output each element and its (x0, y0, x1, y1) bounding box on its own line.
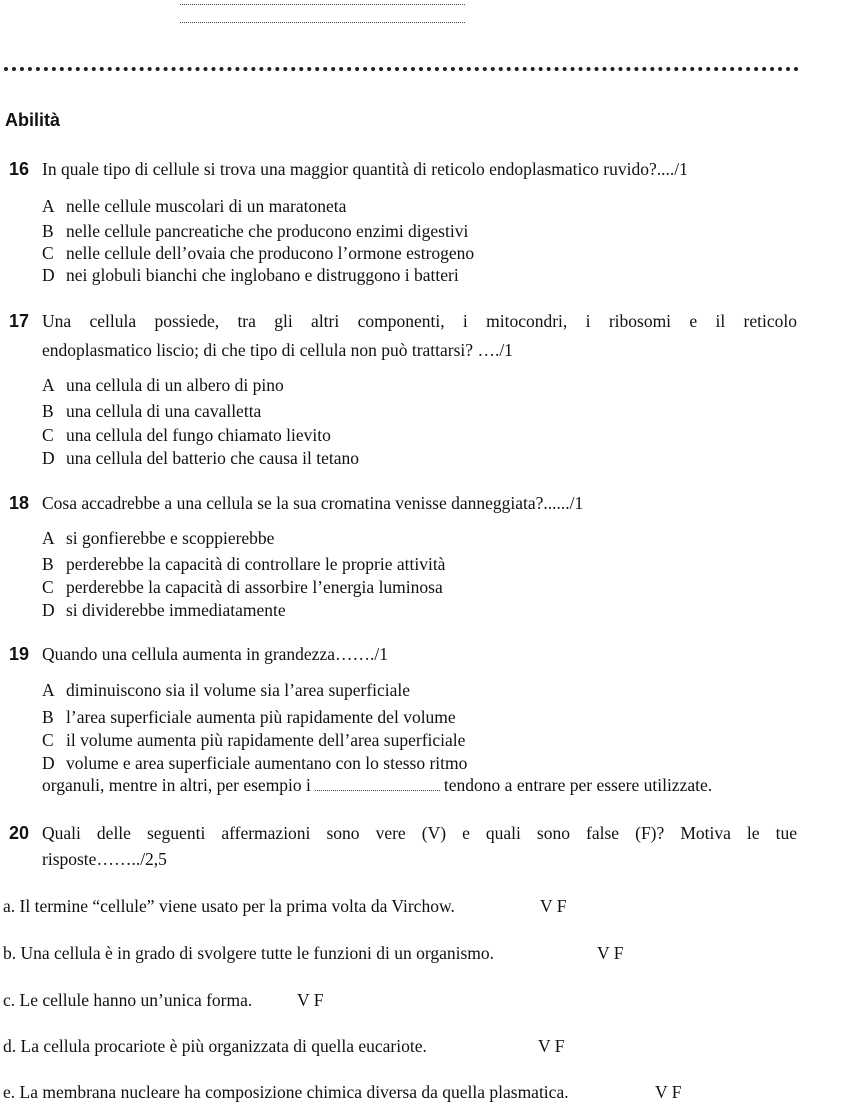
question-text-line-2: endoplasmatico liscio; di che tipo di cellula non può trattarsi? …./1 (42, 340, 513, 360)
option-b[interactable]: B una cellula di una cavalletta (42, 401, 262, 421)
option-c[interactable]: C il volume aumenta più rapidamente dell’area superficiale (42, 730, 466, 750)
question-number: 17 (9, 311, 30, 331)
question-text: Quando una cellula aumenta in grandezza……./1 (42, 644, 388, 664)
vf-choice-e[interactable]: V F (655, 1082, 682, 1102)
question-text: In quale tipo di cellule si trova una maggior quantità di reticolo endoplasmatico ruvido?..../1 (42, 159, 688, 179)
option-a[interactable]: A una cellula di un albero di pino (42, 375, 284, 395)
overlap-text-line: organuli, mentre in altri, per esempio i tendono a entrare per essere utilizzate. (42, 775, 713, 795)
section-title: Abilità (5, 110, 61, 130)
statement-e: e. La membrana nucleare ha composizione chimica diversa da quella plasmatica. (3, 1082, 569, 1102)
vf-choice-b[interactable]: V F (597, 943, 624, 963)
question-text-line-1: Quali delle seguenti affermazioni sono vere (V) e quali sono false (F)? Motiva le tue (42, 823, 797, 843)
option-a[interactable]: A si gonfierebbe e scoppierebbe (42, 528, 275, 548)
statement-b: b. Una cellula è in grado di svolgere tutte le funzioni di un organismo. (3, 943, 495, 963)
option-d[interactable]: D nei globuli bianchi che inglobano e distruggono i batteri (42, 265, 459, 285)
question-number: 19 (9, 644, 30, 664)
statement-a: a. Il termine “cellule” viene usato per la prima volta da Virchow. (3, 896, 455, 916)
vf-choice-d[interactable]: V F (538, 1036, 565, 1056)
question-number: 16 (9, 159, 30, 179)
question-number: 18 (9, 493, 30, 513)
option-a[interactable]: A nelle cellule muscolari di un maratoneta (42, 196, 347, 216)
fill-in-blank[interactable] (315, 790, 440, 791)
question-text-line-1: Una cellula possiede, tra gli altri componenti, i mitocondri, i ribosomi e il reticolo (42, 311, 797, 331)
option-b[interactable]: B perderebbe la capacità di controllare le proprie attività (42, 554, 446, 574)
question-text-line-2: risposte……../2,5 (42, 849, 167, 869)
option-d[interactable]: D si dividerebbe immediatamente (42, 600, 286, 620)
option-c[interactable]: C perderebbe la capacità di assorbire l’energia luminosa (42, 577, 443, 597)
statement-c: c. Le cellule hanno un’unica forma. (3, 990, 253, 1010)
option-c[interactable]: C nelle cellule dell’ovaia che producono l’ormone estrogeno (42, 243, 475, 263)
option-d[interactable]: D una cellula del batterio che causa il tetano (42, 448, 359, 468)
question-number: 20 (9, 823, 30, 843)
answer-line-2 (180, 22, 465, 23)
answer-line-1 (180, 4, 465, 5)
statement-d: d. La cellula procariote è più organizzata di quella eucariote. (3, 1036, 427, 1056)
section-divider (4, 67, 799, 71)
option-c[interactable]: C una cellula del fungo chiamato lievito (42, 425, 331, 445)
vf-choice-c[interactable]: V F (297, 990, 324, 1010)
question-text: Cosa accadrebbe a una cellula se la sua cromatina venisse danneggiata?....../1 (42, 493, 584, 513)
option-a[interactable]: A diminuiscono sia il volume sia l’area superficiale (42, 680, 411, 700)
vf-choice-a[interactable]: V F (540, 896, 567, 916)
option-b[interactable]: B nelle cellule pancreatiche che producono enzimi digestivi (42, 221, 469, 241)
option-b[interactable]: B l’area superficiale aumenta più rapidamente del volume (42, 707, 456, 727)
option-d[interactable]: D volume e area superficiale aumentano con lo stesso ritmo (42, 753, 468, 773)
